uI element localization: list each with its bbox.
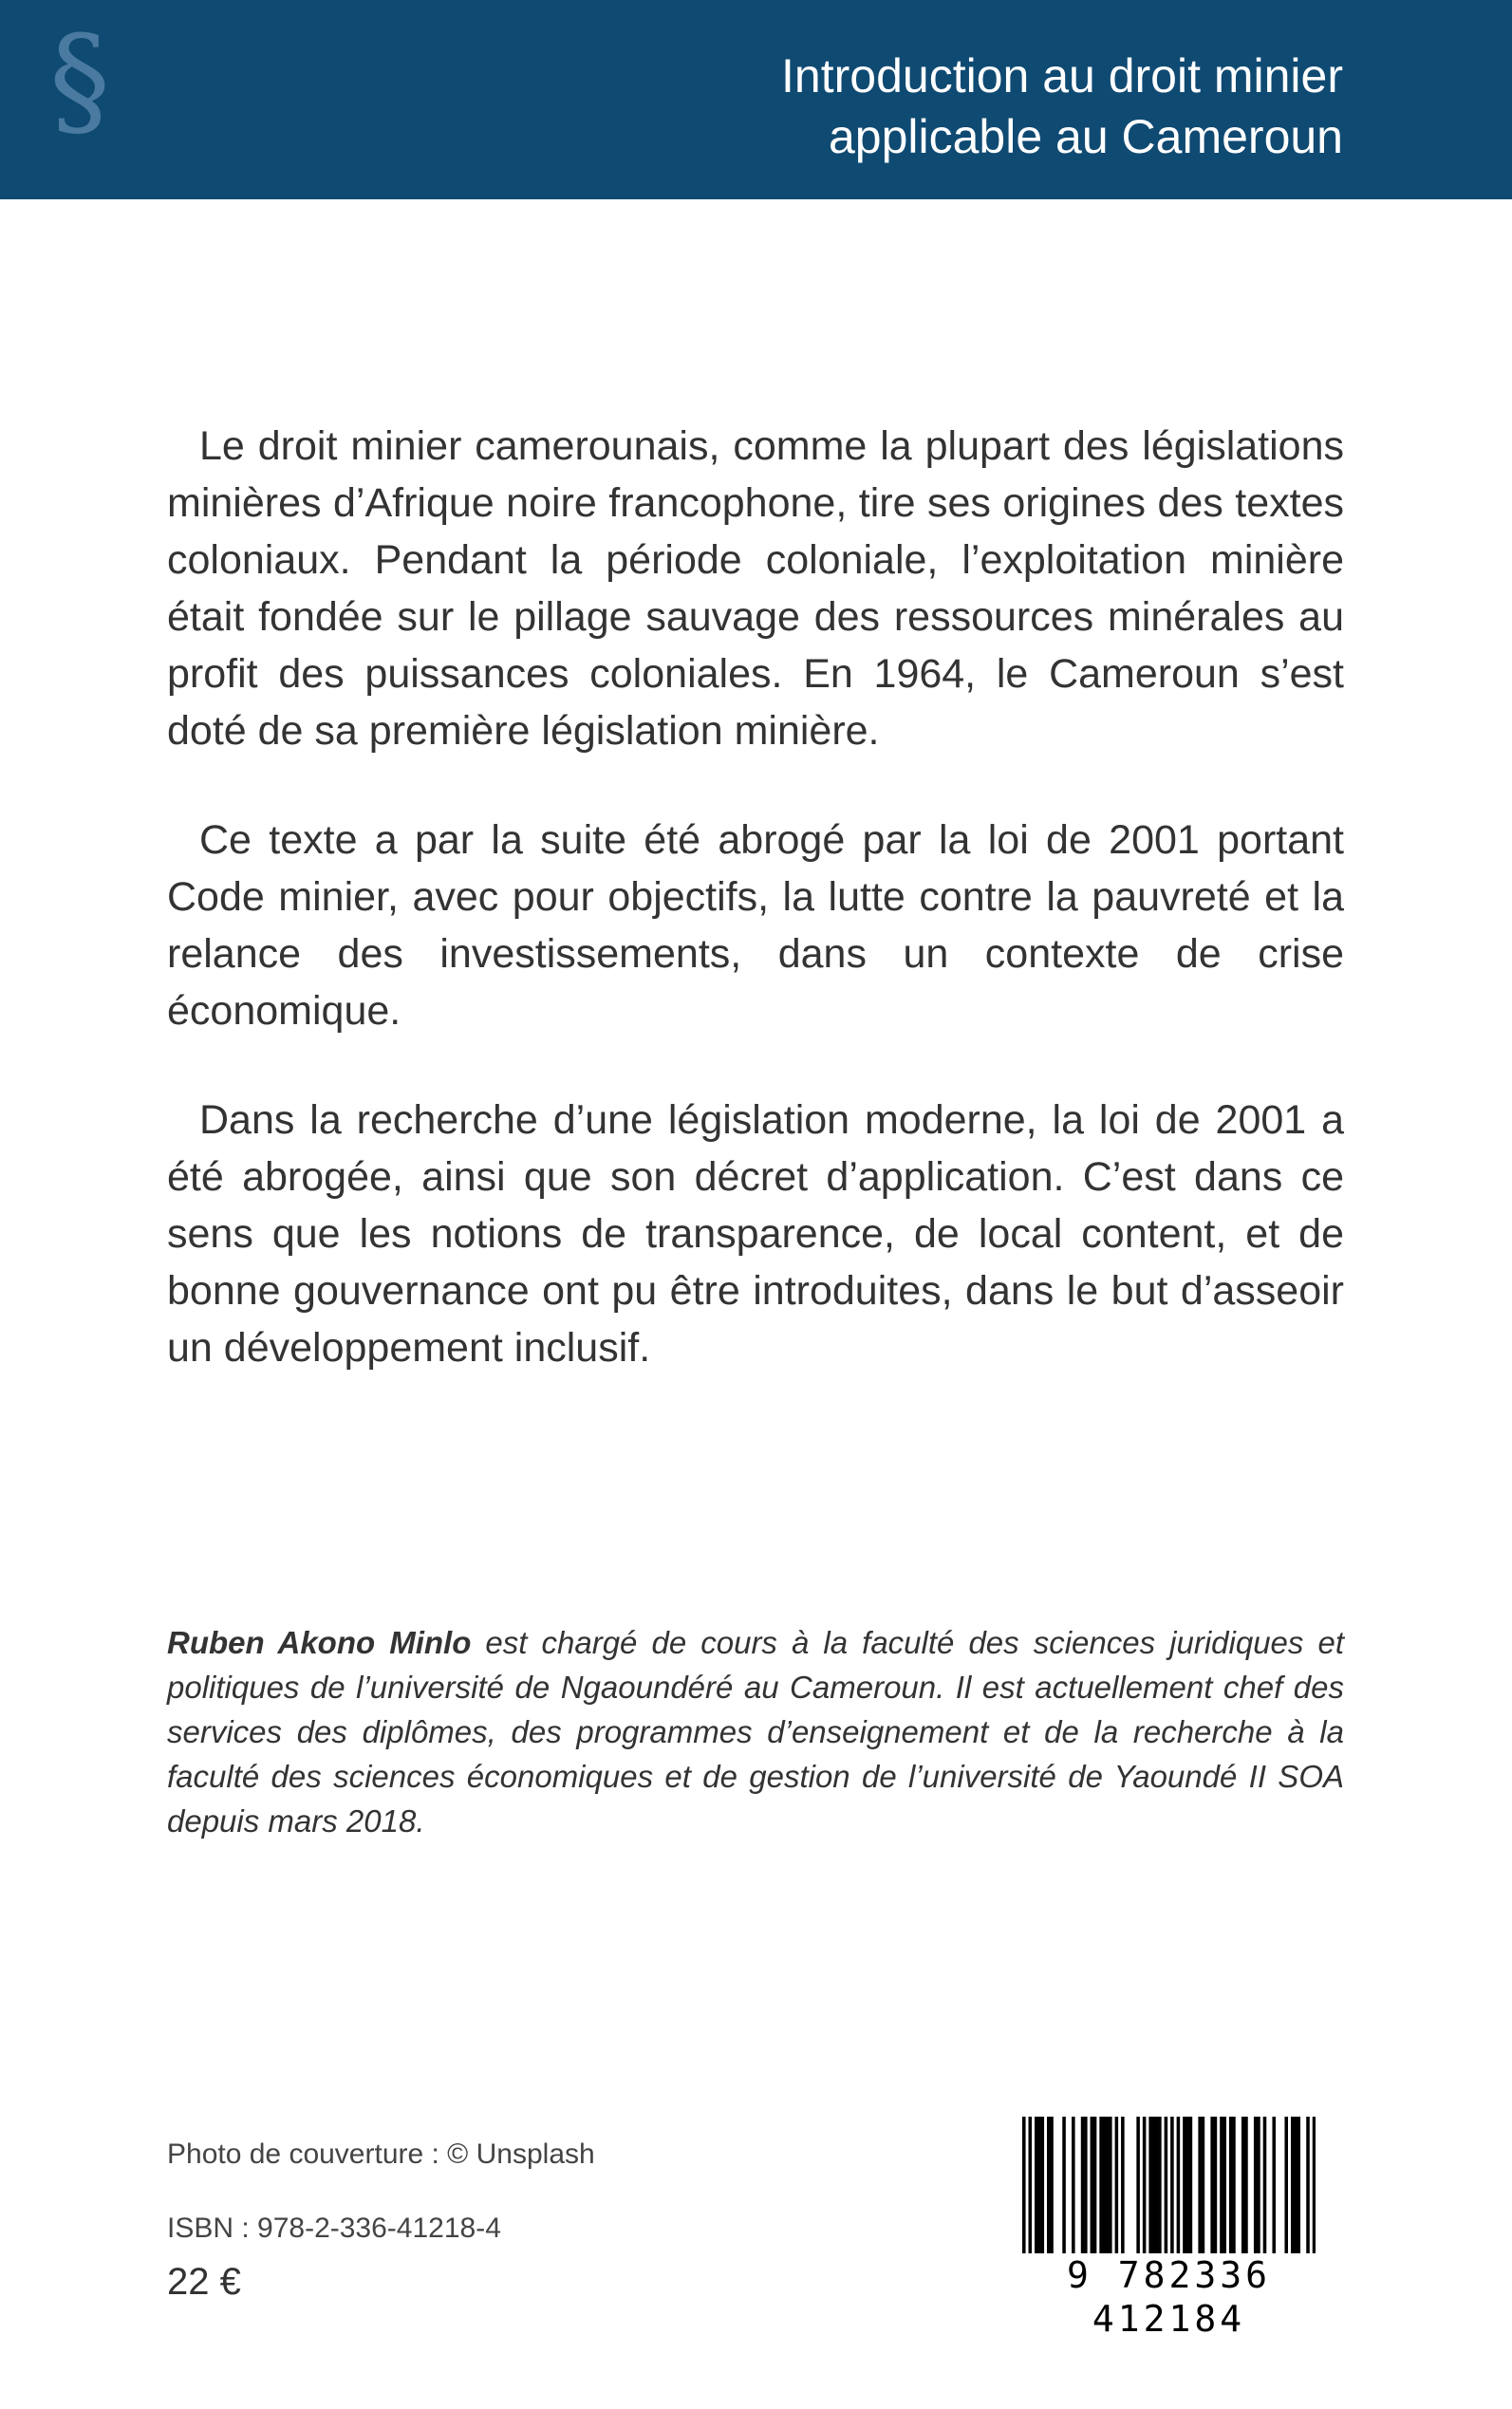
barcode-bar xyxy=(1158,2117,1162,2255)
blurb-paragraph-2: Ce texte a par la suite été abrogé par la loi de 2001 portant Code minier, avec pour objectifs, la lutte contre la pauvreté et la relance des investissements, dans un contexte de crise économique. xyxy=(167,817,1344,1034)
author-bio-text: est chargé de cours à la faculté des sciences juridiques et politiques de l’université de Ngaoundéré au Cameroun. Il est actuellement chef des services des diplômes, des programmes d’enseignement et de la recherche à la faculté des sciences économiques et de gestion de l’université de Yaoundé II SOA depuis mars 2018. xyxy=(167,1625,1344,1839)
barcode-bar xyxy=(1177,2117,1181,2255)
author-bio xyxy=(167,1620,1344,1843)
barcode-bar xyxy=(1035,2117,1038,2255)
isbn: ISBN : 978-2-336-41218-4 xyxy=(167,2213,501,2244)
barcode-bar xyxy=(1229,2117,1233,2255)
barcode-bar xyxy=(1099,2117,1103,2255)
barcode-bar xyxy=(1202,2117,1205,2255)
barcode-bar xyxy=(1091,2117,1094,2255)
barcode-bar xyxy=(1254,2117,1258,2255)
barcode-bar xyxy=(1093,2117,1097,2255)
barcode-bar xyxy=(1121,2117,1125,2255)
barcode-bar xyxy=(1115,2117,1119,2255)
barcode-bar xyxy=(1223,2117,1226,2255)
barcode-bar xyxy=(1183,2117,1186,2255)
barcode xyxy=(1006,2111,1332,2340)
barcode-bar xyxy=(1189,2117,1193,2255)
barcode-bar xyxy=(1291,2117,1295,2255)
barcode-bar xyxy=(1152,2117,1156,2255)
barcode-bar xyxy=(1103,2117,1107,2255)
barcode-bar xyxy=(1143,2117,1147,2255)
blurb-paragraph-3: Dans la recherche d’une législation moderne, la loi de 2001 a été abrogée, ainsi que son décret d’application. C’est dans ce sens que les notions de transparence, de local content, et de bonne gouvernance ont pu être introduites, dans le but d’asseoir un développement inclusif. xyxy=(167,1097,1344,1371)
barcode-bar xyxy=(1210,2117,1214,2255)
price: 22 € xyxy=(167,2261,241,2303)
barcode-bar xyxy=(1272,2117,1276,2255)
barcode-bar xyxy=(1232,2117,1236,2255)
back-cover-blurb xyxy=(167,418,1344,1376)
barcode-bar xyxy=(1214,2117,1218,2255)
barcode-bar xyxy=(1081,2117,1085,2255)
barcode-bar xyxy=(1263,2117,1267,2255)
photo-credit: Photo de couverture : © Unsplash xyxy=(167,2138,595,2170)
barcode-bar xyxy=(1106,2117,1110,2255)
header-band xyxy=(0,0,1512,199)
section-sign-icon: § xyxy=(49,10,110,152)
barcode-bar xyxy=(1284,2117,1288,2255)
barcode-bar xyxy=(1072,2117,1075,2255)
barcode-bar xyxy=(1084,2117,1088,2255)
author-name: Ruben Akono Minlo xyxy=(167,1625,472,1660)
barcode-bar xyxy=(1041,2117,1045,2255)
barcode-bar xyxy=(1198,2117,1202,2255)
barcode-bar xyxy=(1244,2117,1248,2255)
barcode-bar xyxy=(1062,2117,1066,2255)
barcode-bar xyxy=(1109,2117,1112,2255)
barcode-bar xyxy=(1037,2117,1041,2255)
barcode-bar xyxy=(1136,2117,1140,2255)
barcode-bar xyxy=(1155,2117,1159,2255)
barcode-bar xyxy=(1257,2117,1260,2255)
barcode-bar xyxy=(1148,2117,1152,2255)
barcode-bar xyxy=(1185,2117,1189,2255)
book-title-line2: applicable au Cameroun xyxy=(828,110,1343,163)
barcode-bar xyxy=(1294,2117,1297,2255)
barcode-bar xyxy=(1047,2117,1051,2255)
book-title xyxy=(489,46,1343,167)
barcode-bar xyxy=(1297,2117,1300,2255)
barcode-bar xyxy=(1220,2117,1223,2255)
book-title-line1: Introduction au droit minier xyxy=(781,49,1343,103)
blurb-paragraph-1: Le droit minier camerounais, comme la plupart des législations minières d’Afrique noire francophone, tire ses origines des textes coloniaux. Pendant la période coloniale, l’exploitation minière était fondée sur le pillage sauvage des ressources minérales au profit des puissances coloniales. En 1964, le Cameroun s’est doté de sa première législation minière. xyxy=(167,423,1344,754)
barcode-digits: 9 782336 412184 xyxy=(1006,2253,1332,2297)
barcode-bar xyxy=(1241,2117,1245,2255)
barcode-bar xyxy=(1050,2117,1054,2255)
